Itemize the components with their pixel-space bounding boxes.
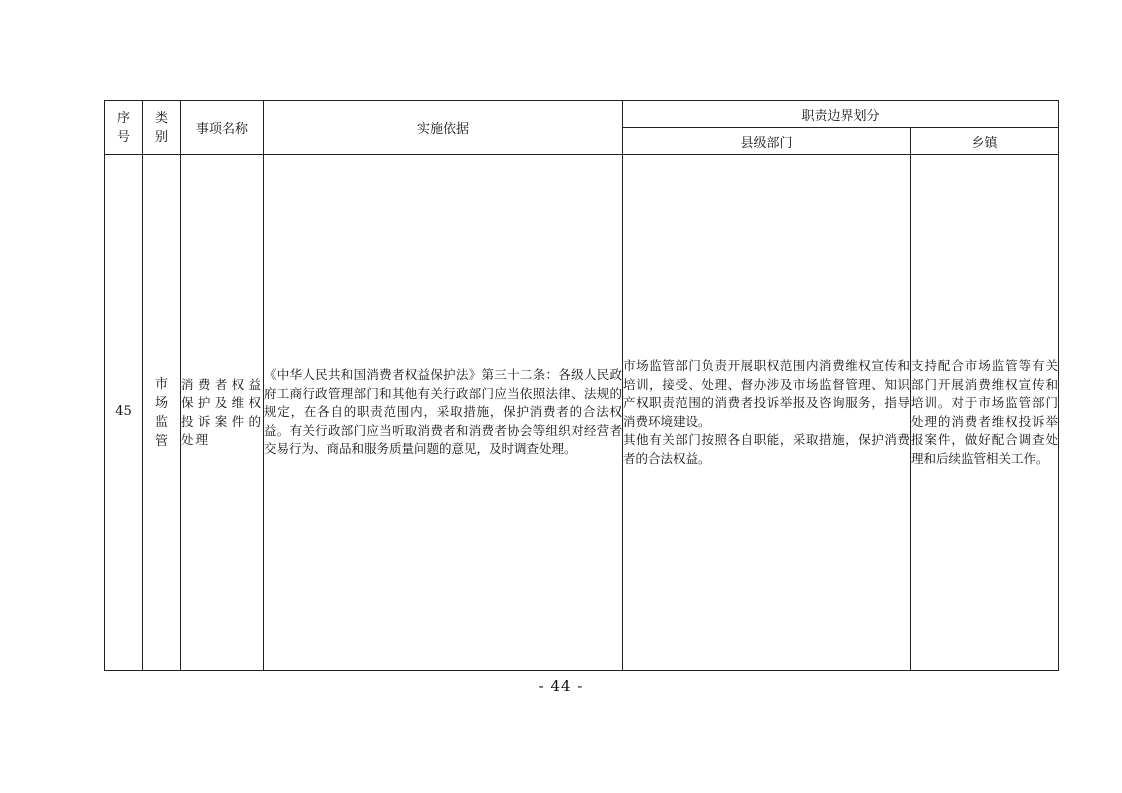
- cell-item-name: 消费者权益保护及维权投诉案件的处理: [181, 155, 264, 671]
- header-row-1: [105, 101, 1059, 128]
- header-category: 类别: [143, 101, 181, 155]
- header-basis: 实施依据: [264, 101, 623, 155]
- county-paragraph-1: 市场监管部门负责开展职权范围内消费维权宣传和培训，接受、处理、督办涉及市场监督管理、知识产权职责范围的消费者投诉举报及咨询服务，指导消费环境建设。: [623, 358, 910, 429]
- page-number: - 44 -: [538, 677, 584, 695]
- cell-basis: 《中华人民共和国消费者权益保护法》第三十二条：各级人民政府工商行政管理部门和其他有关行政部门应当依照法律、法规的规定，在各自的职责范围内，采取措施，保护消费者的合法权益。有关行政部门应当听取消费者和消费者协会等组织对经营者交易行为、商品和服务质量问题的意见，及时调查处理。: [264, 155, 623, 671]
- county-paragraph-2: 其他有关部门按照各自职能，采取措施，保护消费者的合法权益。: [623, 432, 910, 466]
- cell-county: [623, 155, 911, 671]
- header-item-name: 事项名称: [181, 101, 264, 155]
- header-seq: 序号: [105, 101, 143, 155]
- table-row: [105, 155, 1059, 671]
- header-division: 职责边界划分: [623, 101, 1059, 128]
- cell-town: 支持配合市场监管等有关部门开展消费维权宣传和培训。对于市场监管部门处理的消费者维权投诉举报案件，做好配合调查处理和后续监管相关工作。: [911, 155, 1059, 671]
- cell-seq: 45: [105, 155, 143, 671]
- duties-table: [104, 100, 1059, 671]
- header-county: 县级部门: [623, 128, 911, 155]
- cell-category: 市场监管: [143, 155, 181, 671]
- header-town: 乡镇: [911, 128, 1059, 155]
